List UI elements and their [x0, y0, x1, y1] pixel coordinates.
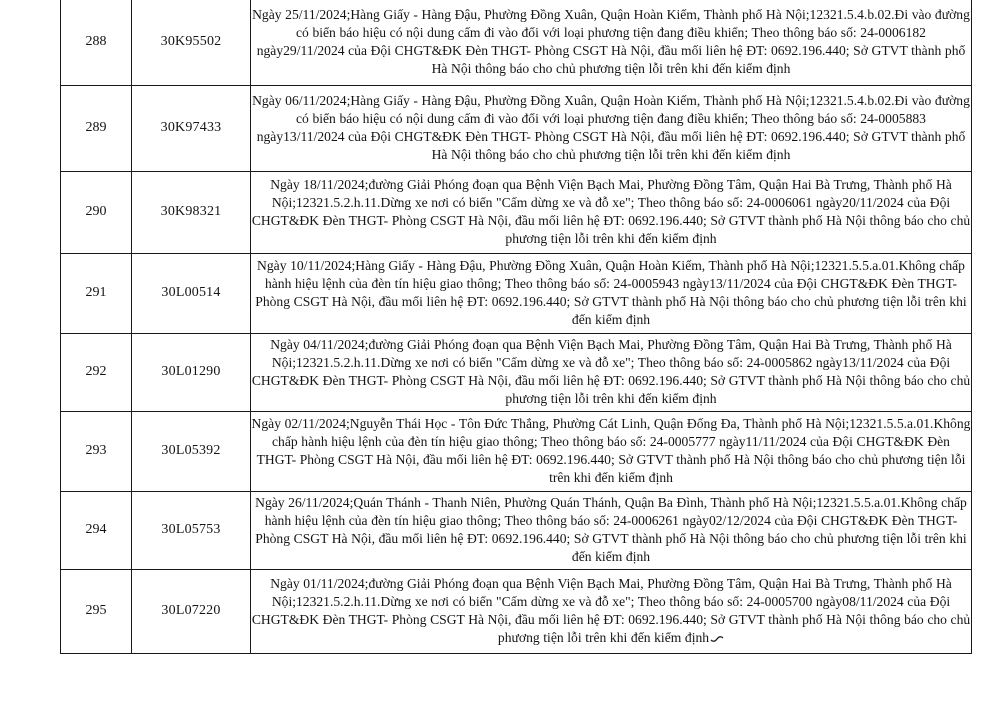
table-row	[61, 411, 972, 491]
table-row	[61, 569, 972, 653]
table-row	[61, 85, 972, 171]
handwritten-tick-mark	[710, 635, 724, 643]
table-row	[61, 0, 972, 85]
row-number: 294	[61, 491, 132, 569]
row-number: 291	[61, 253, 132, 333]
table-row	[61, 171, 972, 253]
table-row	[61, 333, 972, 411]
license-plate: 30L05753	[132, 491, 251, 569]
row-number: 293	[61, 411, 132, 491]
violation-description: Ngày 06/11/2024;Hàng Giấy - Hàng Đậu, Phường Đồng Xuân, Quận Hoàn Kiếm, Thành phố Hà Nội;12321.5.4.b.02.Đi vào đường có biển báo hiệu có nội dung cấm đi vào đối với loại phương tiện đang điều khiển; Theo thông báo số: 24-0005883 ngày13/11/2024 của Đội CHGT&ĐK Đèn THGT- Phòng CSGT Hà Nội, đầu mối liên hệ ĐT: 0692.196.440; Sở GTVT thành phố Hà Nội thông báo cho chủ phương tiện lỗi trên khi đến kiểm định	[251, 85, 972, 171]
license-plate: 30K97433	[132, 85, 251, 171]
license-plate: 30L00514	[132, 253, 251, 333]
violation-description: Ngày 18/11/2024;đường Giải Phóng đoạn qua Bệnh Viện Bạch Mai, Phường Đồng Tâm, Quận Hai Bà Trưng, Thành phố Hà Nội;12321.5.2.h.11.Dừng xe nơi có biển "Cấm dừng xe và đỗ xe"; Theo thông báo số: 24-0006061 ngày20/11/2024 của Đội CHGT&ĐK Đèn THGT- Phòng CSGT Hà Nội, đầu mối liên hệ ĐT: 0692.196.440; Sở GTVT thành phố Hà Nội thông báo cho chủ phương tiện lỗi trên khi đến kiểm định	[251, 171, 972, 253]
violations-table	[60, 0, 972, 654]
violation-description: Ngày 10/11/2024;Hàng Giấy - Hàng Đậu, Phường Đồng Xuân, Quận Hoàn Kiếm, Thành phố Hà Nội;12321.5.5.a.01.Không chấp hành hiệu lệnh của đèn tín hiệu giao thông; Theo thông báo số: 24-0005943 ngày13/11/2024 của Đội CHGT&ĐK Đèn THGT- Phòng CSGT Hà Nội, đầu mối liên hệ ĐT: 0692.196.440; Sở GTVT thành phố Hà Nội thông báo cho chủ phương tiện lỗi trên khi đến kiểm định	[251, 253, 972, 333]
table-row	[61, 253, 972, 333]
row-number: 292	[61, 333, 132, 411]
row-number: 288	[61, 0, 132, 85]
license-plate: 30K95502	[132, 0, 251, 85]
table-row	[61, 491, 972, 569]
row-number: 295	[61, 569, 132, 653]
license-plate: 30L01290	[132, 333, 251, 411]
license-plate: 30K98321	[132, 171, 251, 253]
violation-description	[251, 569, 972, 653]
violation-description: Ngày 26/11/2024;Quán Thánh - Thanh Niên, Phường Quán Thánh, Quận Ba Đình, Thành phố Hà Nội;12321.5.5.a.01.Không chấp hành hiệu lệnh của đèn tín hiệu giao thông; Theo thông báo số: 24-0006261 ngày02/12/2024 của Đội CHGT&ĐK Đèn THGT- Phòng CSGT Hà Nội, đầu mối liên hệ ĐT: 0692.196.440; Sở GTVT thành phố Hà Nội thông báo cho chủ phương tiện lỗi trên khi đến kiểm định	[251, 491, 972, 569]
row-number: 290	[61, 171, 132, 253]
license-plate: 30L05392	[132, 411, 251, 491]
violation-description-text: Ngày 01/11/2024;đường Giải Phóng đoạn qua Bệnh Viện Bạch Mai, Phường Đồng Tâm, Quận Hai Bà Trưng, Thành phố Hà Nội;12321.5.2.h.11.Dừng xe nơi có biển "Cấm dừng xe và đỗ xe"; Theo thông báo số: 24-0005700 ngày08/11/2024 của Đội CHGT&ĐK Đèn THGT- Phòng CSGT Hà Nội, đầu mối liên hệ ĐT: 0692.196.440; Sở GTVT thành phố Hà Nội thông báo cho chủ phương tiện lỗi trên khi đến kiểm định	[251, 576, 971, 645]
license-plate: 30L07220	[132, 569, 251, 653]
violation-description: Ngày 02/11/2024;Nguyễn Thái Học - Tôn Đức Thắng, Phường Cát Linh, Quận Đống Đa, Thành phố Hà Nội;12321.5.5.a.01.Không chấp hành hiệu lệnh của đèn tín hiệu giao thông; Theo thông báo số: 24-0005777 ngày11/11/2024 của Đội CHGT&ĐK Đèn THGT- Phòng CSGT Hà Nội, đầu mối liên hệ ĐT: 0692.196.440; Sở GTVT thành phố Hà Nội thông báo cho chủ phương tiện lỗi trên khi đến kiểm định	[251, 411, 972, 491]
violation-description: Ngày 04/11/2024;đường Giải Phóng đoạn qua Bệnh Viện Bạch Mai, Phường Đồng Tâm, Quận Hai Bà Trưng, Thành phố Hà Nội;12321.5.2.h.11.Dừng xe nơi có biển "Cấm dừng xe và đỗ xe"; Theo thông báo số: 24-0005862 ngày13/11/2024 của Đội CHGT&ĐK Đèn THGT- Phòng CSGT Hà Nội, đầu mối liên hệ ĐT: 0692.196.440; Sở GTVT thành phố Hà Nội thông báo cho chủ phương tiện lỗi trên khi đến kiểm định	[251, 333, 972, 411]
row-number: 289	[61, 85, 132, 171]
violation-description: Ngày 25/11/2024;Hàng Giấy - Hàng Đậu, Phường Đồng Xuân, Quận Hoàn Kiếm, Thành phố Hà Nội;12321.5.4.b.02.Đi vào đường có biển báo hiệu có nội dung cấm đi vào đối với loại phương tiện đang điều khiển; Theo thông báo số: 24-0006182 ngày29/11/2024 của Đội CHGT&ĐK Đèn THGT- Phòng CSGT Hà Nội, đầu mối liên hệ ĐT: 0692.196.440; Sở GTVT thành phố Hà Nội thông báo cho chủ phương tiện lỗi trên khi đến kiểm định	[251, 0, 972, 85]
document-page	[60, 0, 972, 694]
